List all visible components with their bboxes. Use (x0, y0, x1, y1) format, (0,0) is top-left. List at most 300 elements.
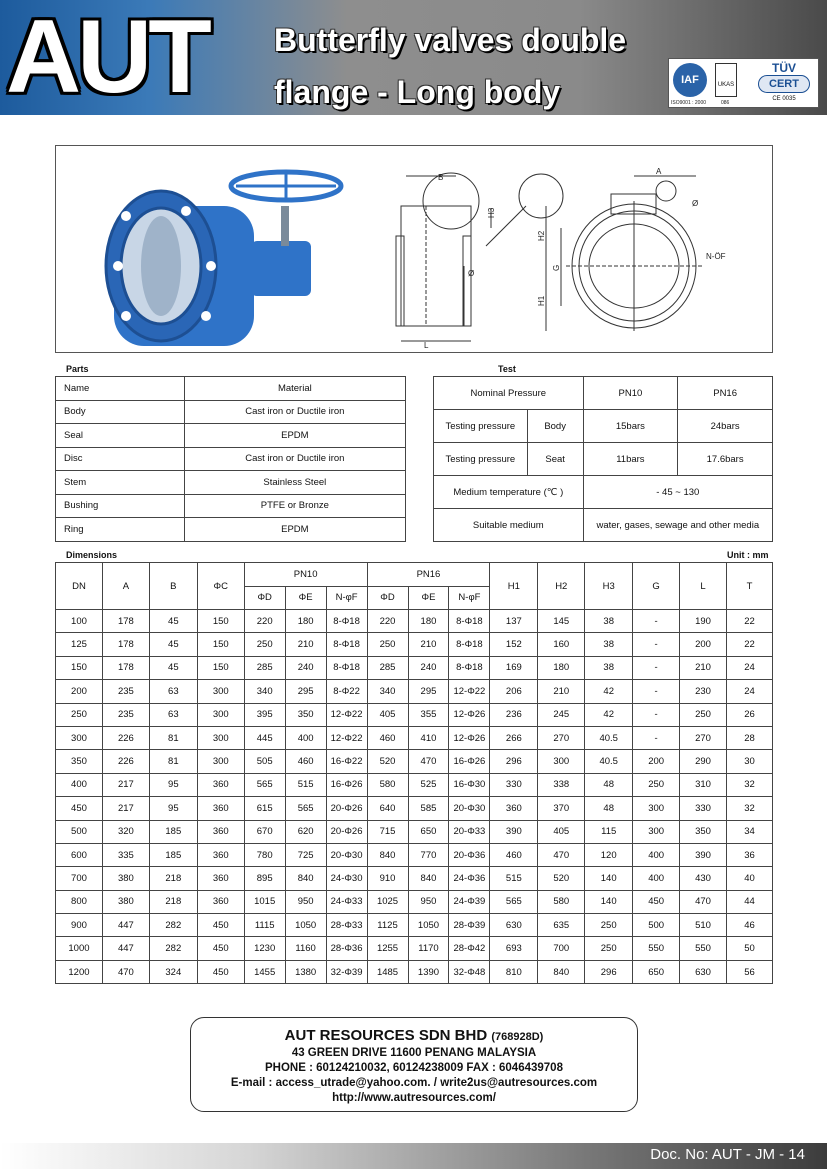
dims-cell: 16-Φ30 (449, 773, 490, 796)
test-row-medium (434, 509, 773, 542)
dims-cell: 650 (408, 820, 449, 843)
dims-row (56, 867, 773, 890)
dims-cell: 360 (197, 867, 244, 890)
col-t: T (727, 563, 773, 610)
dims-cell: 1050 (285, 914, 326, 937)
dims-cell: 340 (367, 680, 408, 703)
dim-label-a: A (656, 167, 662, 176)
dims-cell: 460 (367, 726, 408, 749)
medium-temperature-label: Medium temperature (℃ ) (434, 476, 584, 509)
company-website[interactable]: http://www.autresources.com/ (332, 1092, 496, 1104)
dims-cell: 140 (585, 867, 633, 890)
dims-cell: 910 (367, 867, 408, 890)
side-section-drawing (396, 173, 563, 341)
seat-label: Seat (527, 443, 583, 476)
dims-cell: 405 (538, 820, 585, 843)
dims-cell: 300 (633, 820, 680, 843)
dims-cell: 20-Φ33 (449, 820, 490, 843)
dims-cell: 20-Φ30 (449, 797, 490, 820)
dims-cell: 500 (633, 914, 680, 937)
dims-cell: 470 (538, 843, 585, 866)
col-pn16-e: ΦE (408, 586, 449, 610)
dims-cell: 1125 (367, 914, 408, 937)
test-label: Test (498, 364, 516, 374)
dims-cell: 630 (680, 960, 727, 983)
part-material: EPDM (184, 518, 405, 542)
dims-cell: 32-Φ48 (449, 960, 490, 983)
dim-label-g: G (552, 264, 561, 271)
dims-cell: 178 (102, 610, 149, 633)
dims-cell: 45 (149, 610, 197, 633)
dims-cell: 296 (585, 960, 633, 983)
dims-cell: 360 (197, 773, 244, 796)
parts-table (55, 376, 406, 542)
title-line-2: flange - Long body (274, 74, 561, 110)
dims-row (56, 797, 773, 820)
dims-cell: 450 (197, 937, 244, 960)
pn10-header: PN10 (583, 377, 678, 410)
dim-label-b: B (438, 173, 444, 182)
company-name: AUT RESOURCES SDN BHD (284, 1027, 488, 1044)
dims-cell: 48 (585, 797, 633, 820)
dims-cell: 24-Φ30 (326, 867, 367, 890)
dims-cell: 635 (538, 914, 585, 937)
dims-cell: 44 (727, 890, 773, 913)
dims-cell: 370 (538, 797, 585, 820)
dims-row (56, 843, 773, 866)
dims-cell: 390 (490, 820, 538, 843)
dims-cell: 200 (680, 633, 727, 656)
dims-cell: 400 (285, 726, 326, 749)
dims-cell: 63 (149, 680, 197, 703)
testing-pressure-label: Testing pressure (434, 443, 528, 476)
part-material: Stainless Steel (184, 471, 405, 495)
dim-label-d-side: Ø (468, 269, 475, 278)
dims-cell: 447 (102, 914, 149, 937)
dims-row (56, 656, 773, 679)
dims-cell: 520 (538, 867, 585, 890)
dims-cell: 115 (585, 820, 633, 843)
dims-cell: 250 (585, 914, 633, 937)
dims-cell: - (633, 610, 680, 633)
dims-cell: 226 (102, 750, 149, 773)
dims-cell: 450 (56, 797, 103, 820)
dimensions-label: Dimensions (66, 550, 118, 560)
parts-row (56, 471, 406, 495)
dims-cell: 34 (727, 820, 773, 843)
dims-cell: 470 (102, 960, 149, 983)
dim-label-l: L (424, 341, 429, 350)
dims-cell: 150 (197, 633, 244, 656)
dims-cell: 81 (149, 750, 197, 773)
parts-header-material: Material (184, 377, 405, 401)
dims-cell: 145 (538, 610, 585, 633)
part-material: Cast iron or Ductile iron (184, 400, 405, 424)
front-view-drawing (546, 176, 702, 331)
dims-cell: 405 (367, 703, 408, 726)
dims-cell: 1200 (56, 960, 103, 983)
dims-cell: 12-Φ22 (326, 703, 367, 726)
dims-cell: 218 (149, 867, 197, 890)
product-image-frame (55, 145, 773, 353)
dims-cell: 40 (727, 867, 773, 890)
dims-cell: 152 (490, 633, 538, 656)
dims-cell: 725 (285, 843, 326, 866)
unit-label: Unit : mm (727, 550, 769, 560)
dims-cell: 360 (197, 797, 244, 820)
dims-body (56, 610, 773, 984)
dims-cell: 266 (490, 726, 538, 749)
dims-cell: 510 (680, 914, 727, 937)
dims-cell: 1230 (244, 937, 285, 960)
ukas-logo: UKAS (715, 63, 737, 97)
dims-cell: 240 (408, 656, 449, 679)
dims-cell: 245 (538, 703, 585, 726)
dims-cell: 95 (149, 773, 197, 796)
dims-cell: 28-Φ42 (449, 937, 490, 960)
dims-cell: 300 (197, 680, 244, 703)
dims-cell: 217 (102, 773, 149, 796)
dims-cell: 840 (408, 867, 449, 890)
dims-cell: 8-Φ18 (449, 610, 490, 633)
test-row-body (434, 410, 773, 443)
dims-cell: 140 (585, 890, 633, 913)
company-email[interactable]: E-mail : access_utrade@yahoo.com. / write2us@autresources.com (230, 1077, 598, 1089)
company-address: 43 GREEN DRIVE 11600 PENANG MALAYSIA (291, 1047, 537, 1059)
parts-row (56, 424, 406, 448)
dim-label-d-front: Ø (692, 199, 699, 208)
dims-cell: 230 (680, 680, 727, 703)
dims-cell: 1025 (367, 890, 408, 913)
dims-cell: 800 (56, 890, 103, 913)
dim-label-nof: N-ÖF (706, 252, 726, 261)
dims-row (56, 703, 773, 726)
parts-row (56, 447, 406, 471)
dims-cell: 220 (244, 610, 285, 633)
dims-cell: 470 (408, 750, 449, 773)
suitable-medium-value: water, gases, sewage and other media (583, 509, 772, 542)
dims-cell: 218 (149, 890, 197, 913)
col-pn16-d: ΦD (367, 586, 408, 610)
dims-cell: 525 (408, 773, 449, 796)
dims-cell: 693 (490, 937, 538, 960)
dims-cell: 520 (367, 750, 408, 773)
dims-cell: 338 (538, 773, 585, 796)
col-group-pn16: PN16 (367, 563, 490, 587)
dims-cell: 565 (285, 797, 326, 820)
dims-cell: 360 (490, 797, 538, 820)
dims-cell: 450 (197, 960, 244, 983)
dims-cell: 32 (727, 797, 773, 820)
dims-cell: 460 (490, 843, 538, 866)
part-name: Ring (56, 518, 185, 542)
parts-row (56, 400, 406, 424)
dims-cell: 290 (680, 750, 727, 773)
dims-cell: 300 (197, 750, 244, 773)
dims-cell: 350 (56, 750, 103, 773)
title-line-1: Butterfly valves double (274, 22, 627, 58)
dims-cell: 16-Φ26 (326, 773, 367, 796)
company-name-line (191, 1027, 637, 1046)
dims-cell: 95 (149, 797, 197, 820)
suitable-medium-label: Suitable medium (434, 509, 584, 542)
dims-cell: 300 (56, 726, 103, 749)
dims-cell: 360 (197, 890, 244, 913)
dims-row (56, 773, 773, 796)
test-table (433, 376, 773, 542)
dims-cell: 840 (285, 867, 326, 890)
dims-cell: 1455 (244, 960, 285, 983)
dims-cell: - (633, 633, 680, 656)
col-pn10-d: ΦD (244, 586, 285, 610)
ce-mark: CE 0035 (772, 96, 796, 102)
dims-cell: 24 (727, 656, 773, 679)
dims-cell: 40.5 (585, 750, 633, 773)
part-name: Bushing (56, 494, 185, 518)
dims-cell: 210 (408, 633, 449, 656)
col-group-pn10: PN10 (244, 563, 367, 587)
dims-cell: 640 (367, 797, 408, 820)
seat-pn16-value: 17.6bars (678, 443, 773, 476)
dims-cell: 300 (197, 703, 244, 726)
dims-cell: 8-Φ18 (449, 656, 490, 679)
dims-cell: 28-Φ39 (449, 914, 490, 937)
dims-cell: 470 (680, 890, 727, 913)
col-l: L (680, 563, 727, 610)
dims-cell: 282 (149, 914, 197, 937)
part-material: PTFE or Bronze (184, 494, 405, 518)
dims-cell: 650 (633, 960, 680, 983)
dims-cell: 430 (680, 867, 727, 890)
parts-label: Parts (66, 364, 89, 374)
dims-cell: 1170 (408, 937, 449, 960)
tuv-logo (753, 62, 815, 102)
dims-cell: 1015 (244, 890, 285, 913)
dims-cell: 380 (102, 867, 149, 890)
dims-cell: 447 (102, 937, 149, 960)
dims-cell: 780 (244, 843, 285, 866)
dimensions-table (55, 562, 773, 984)
dims-cell: 580 (538, 890, 585, 913)
dims-cell: 180 (538, 656, 585, 679)
dims-cell: 22 (727, 610, 773, 633)
dims-row (56, 960, 773, 983)
seat-pn10-value: 11bars (583, 443, 678, 476)
dims-cell: 12-Φ26 (449, 726, 490, 749)
testing-pressure-label: Testing pressure (434, 410, 528, 443)
dims-cell: 400 (633, 843, 680, 866)
dims-cell: 250 (585, 937, 633, 960)
company-phone: PHONE : 60124210032, 60124238009 FAX : 6046439708 (265, 1062, 563, 1074)
dims-cell: 81 (149, 726, 197, 749)
dims-row (56, 820, 773, 843)
dims-cell: 20-Φ26 (326, 797, 367, 820)
dims-cell: 200 (56, 680, 103, 703)
dims-cell: 180 (408, 610, 449, 633)
dims-cell: 16-Φ22 (326, 750, 367, 773)
dims-cell: 160 (538, 633, 585, 656)
tuv-text: TÜV (772, 61, 796, 75)
dims-cell: 178 (102, 633, 149, 656)
dims-cell: 840 (367, 843, 408, 866)
dims-cell: 324 (149, 960, 197, 983)
ukas-number: 086 (721, 100, 730, 106)
dims-cell: 895 (244, 867, 285, 890)
dims-cell: 12-Φ26 (449, 703, 490, 726)
dims-cell: 200 (633, 750, 680, 773)
dims-cell: 340 (244, 680, 285, 703)
col-pn10-n: N-φF (326, 586, 367, 610)
dims-cell: 310 (680, 773, 727, 796)
dims-cell: 40.5 (585, 726, 633, 749)
body-pn16-value: 24bars (678, 410, 773, 443)
dims-cell: 20-Φ36 (449, 843, 490, 866)
dims-row (56, 914, 773, 937)
dims-row (56, 750, 773, 773)
dims-cell: 670 (244, 820, 285, 843)
dims-cell: 395 (244, 703, 285, 726)
dims-cell: 42 (585, 680, 633, 703)
body-pn10-value: 15bars (583, 410, 678, 443)
dims-cell: 445 (244, 726, 285, 749)
dims-cell: 206 (490, 680, 538, 703)
company-logo: AUT (6, 0, 208, 115)
parts-header-row (56, 377, 406, 401)
col-h1: H1 (490, 563, 538, 610)
dims-cell: 36 (727, 843, 773, 866)
dims-cell: 250 (244, 633, 285, 656)
col-h2: H2 (538, 563, 585, 610)
dims-cell: 250 (56, 703, 103, 726)
dims-cell: 615 (244, 797, 285, 820)
page-header (0, 0, 827, 115)
dims-cell: 500 (56, 820, 103, 843)
dims-cell: 300 (633, 797, 680, 820)
parts-row (56, 494, 406, 518)
dims-cell: 32 (727, 773, 773, 796)
dims-row (56, 726, 773, 749)
dims-cell: 24 (727, 680, 773, 703)
dims-cell: 330 (490, 773, 538, 796)
dims-cell: 100 (56, 610, 103, 633)
dims-cell: 380 (102, 890, 149, 913)
dims-cell: 235 (102, 703, 149, 726)
dims-cell: 350 (285, 703, 326, 726)
dims-cell: 178 (102, 656, 149, 679)
dims-cell: 1000 (56, 937, 103, 960)
dims-cell: 350 (680, 820, 727, 843)
dims-cell: 630 (490, 914, 538, 937)
part-name: Body (56, 400, 185, 424)
iso-label: ISO9001 : 2000 (671, 100, 707, 106)
dims-cell: 217 (102, 797, 149, 820)
col-g: G (633, 563, 680, 610)
dims-cell: 1390 (408, 960, 449, 983)
dims-cell: 1050 (408, 914, 449, 937)
dims-row (56, 680, 773, 703)
dims-cell: 30 (727, 750, 773, 773)
dims-cell: 150 (56, 656, 103, 679)
medium-temperature-value: - 45 ~ 130 (583, 476, 772, 509)
dims-cell: 1380 (285, 960, 326, 983)
part-material: Cast iron or Ductile iron (184, 447, 405, 471)
dims-cell: 210 (538, 680, 585, 703)
dims-cell: 20-Φ30 (326, 843, 367, 866)
test-row-temperature (434, 476, 773, 509)
dims-cell: 1160 (285, 937, 326, 960)
dims-cell: 240 (285, 656, 326, 679)
dims-cell: 580 (367, 773, 408, 796)
dims-cell: 715 (367, 820, 408, 843)
dims-cell: 285 (244, 656, 285, 679)
dims-cell: - (633, 656, 680, 679)
dims-cell: 335 (102, 843, 149, 866)
dims-cell: - (633, 726, 680, 749)
dims-header-row-1 (56, 563, 773, 587)
dims-cell: 38 (585, 656, 633, 679)
dims-cell: 400 (56, 773, 103, 796)
dims-cell: 235 (102, 680, 149, 703)
dims-cell: 42 (585, 703, 633, 726)
nominal-pressure-label: Nominal Pressure (434, 377, 584, 410)
col-pn16-n: N-φF (449, 586, 490, 610)
tuv-cert-text: CERT (758, 75, 810, 93)
valve-photo (106, 172, 341, 346)
dims-cell: 190 (680, 610, 727, 633)
dims-cell: - (633, 680, 680, 703)
dims-cell: 150 (197, 610, 244, 633)
dims-cell: 550 (680, 937, 727, 960)
footer-bar (0, 1143, 827, 1169)
col-pn10-e: ΦE (285, 586, 326, 610)
dims-cell: 210 (285, 633, 326, 656)
dims-cell: 700 (56, 867, 103, 890)
dims-cell: 24-Φ33 (326, 890, 367, 913)
dims-cell: 505 (244, 750, 285, 773)
dims-cell: 28 (727, 726, 773, 749)
iaf-logo: IAF (673, 63, 707, 97)
dims-cell: 950 (408, 890, 449, 913)
page-title (274, 14, 674, 118)
dims-cell: 12-Φ22 (326, 726, 367, 749)
dims-cell: 8-Φ18 (326, 656, 367, 679)
dims-cell: 185 (149, 843, 197, 866)
dims-cell: 137 (490, 610, 538, 633)
dims-cell: 48 (585, 773, 633, 796)
dims-cell: 270 (680, 726, 727, 749)
dims-cell: 26 (727, 703, 773, 726)
test-row-seat (434, 443, 773, 476)
dims-cell: 565 (490, 890, 538, 913)
dims-cell: 8-Φ18 (326, 633, 367, 656)
part-name: Seal (56, 424, 185, 448)
dims-cell: 950 (285, 890, 326, 913)
parts-header-name: Name (56, 377, 185, 401)
dims-cell: 22 (727, 633, 773, 656)
dims-cell: 8-Φ22 (326, 680, 367, 703)
certification-logos (668, 58, 819, 108)
col-a: A (102, 563, 149, 610)
dims-cell: 46 (727, 914, 773, 937)
dims-cell: 700 (538, 937, 585, 960)
col-dn: DN (56, 563, 103, 610)
dims-cell: 330 (680, 797, 727, 820)
valve-illustration (56, 146, 774, 354)
dims-cell: 120 (585, 843, 633, 866)
dims-cell: 169 (490, 656, 538, 679)
dims-cell: 460 (285, 750, 326, 773)
dims-cell: 250 (367, 633, 408, 656)
